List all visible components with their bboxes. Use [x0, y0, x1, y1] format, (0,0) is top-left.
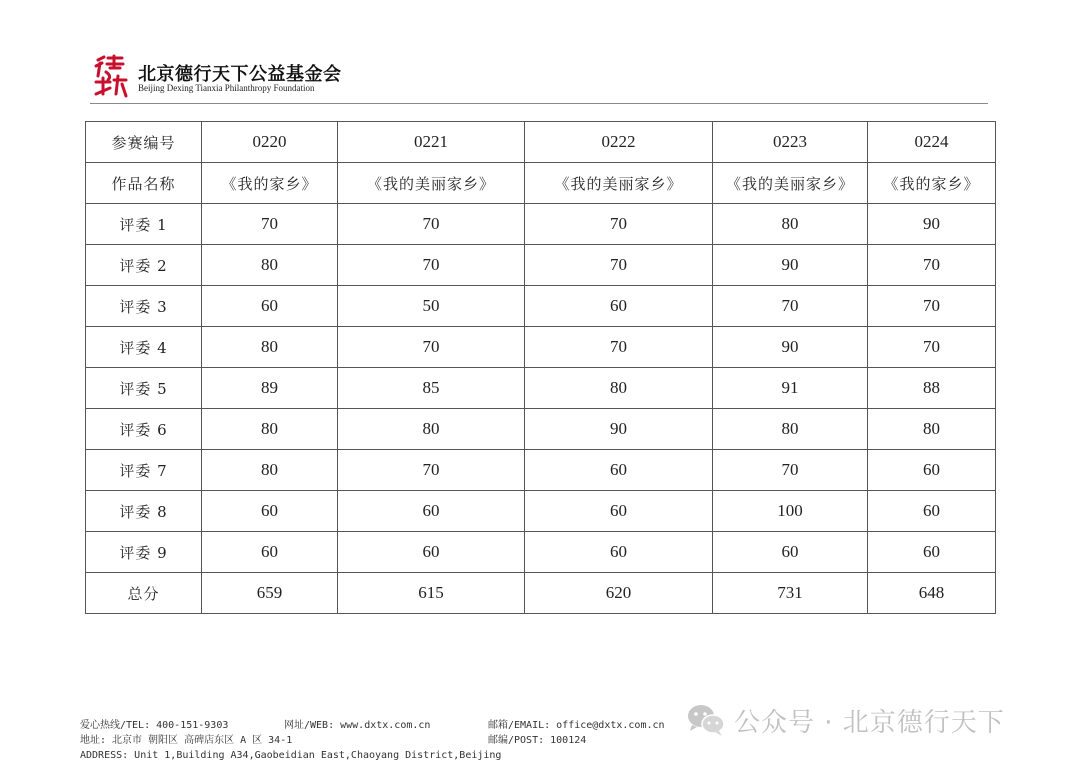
entry-id-header: 参赛编号 — [86, 122, 202, 163]
title-header: 作品名称 — [86, 163, 202, 204]
score-cell: 50 — [338, 286, 525, 327]
org-name-en: Beijing Dexing Tianxia Philanthropy Foundation — [138, 83, 315, 93]
watermark-text: 公众号 · 北京德行天下 — [734, 707, 1005, 738]
score-cell: 80 — [202, 245, 338, 286]
score-cell: 70 — [868, 245, 996, 286]
score-cell: 60 — [202, 491, 338, 532]
judge-label: 评委 7 — [86, 450, 202, 491]
score-cell: 70 — [525, 245, 713, 286]
score-cell: 80 — [338, 409, 525, 450]
score-cell: 89 — [202, 368, 338, 409]
entry-id-cell: 0222 — [525, 122, 713, 163]
score-cell: 60 — [868, 491, 996, 532]
judge-row — [86, 245, 996, 286]
total-cell: 620 — [525, 573, 713, 614]
score-cell: 90 — [713, 327, 868, 368]
judge-row — [86, 409, 996, 450]
score-cell: 70 — [713, 286, 868, 327]
score-cell: 60 — [338, 491, 525, 532]
score-table — [85, 121, 996, 614]
judge-row — [86, 327, 996, 368]
footer-address-en: ADDRESS: Unit 1,Building A34,Gaobeidian East,Chaoyang District,Beijing — [80, 750, 502, 761]
judge-row — [86, 368, 996, 409]
judge-label: 评委 6 — [86, 409, 202, 450]
footer-address-cn: 地址: 北京市 朝阳区 高碑店东区 A 区 34-1 — [80, 735, 293, 746]
score-cell: 80 — [525, 368, 713, 409]
judge-row — [86, 491, 996, 532]
score-cell: 60 — [202, 532, 338, 573]
total-cell: 615 — [338, 573, 525, 614]
judge-row — [86, 532, 996, 573]
score-cell: 70 — [338, 450, 525, 491]
wechat-watermark — [686, 700, 1005, 740]
total-label: 总分 — [86, 573, 202, 614]
title-row — [86, 163, 996, 204]
judge-label: 评委 5 — [86, 368, 202, 409]
judge-label: 评委 8 — [86, 491, 202, 532]
judge-label: 评委 9 — [86, 532, 202, 573]
score-cell: 70 — [338, 245, 525, 286]
score-cell: 70 — [202, 204, 338, 245]
score-cell: 60 — [713, 532, 868, 573]
judge-row — [86, 450, 996, 491]
judge-label: 评委 4 — [86, 327, 202, 368]
wechat-icon — [686, 703, 726, 737]
header-divider — [90, 103, 988, 104]
total-cell: 731 — [713, 573, 868, 614]
judge-label: 评委 1 — [86, 204, 202, 245]
score-cell: 100 — [713, 491, 868, 532]
score-cell: 60 — [525, 532, 713, 573]
score-cell: 91 — [713, 368, 868, 409]
score-cell: 60 — [525, 450, 713, 491]
score-cell: 60 — [525, 286, 713, 327]
judge-label: 评委 3 — [86, 286, 202, 327]
footer-post: 邮编/POST: 100124 — [488, 735, 587, 746]
score-cell: 85 — [338, 368, 525, 409]
title-cell: 《我的美丽家乡》 — [713, 163, 868, 204]
score-cell: 70 — [338, 204, 525, 245]
entry-id-cell: 0224 — [868, 122, 996, 163]
score-cell: 70 — [338, 327, 525, 368]
entry-id-row — [86, 122, 996, 163]
score-cell: 60 — [338, 532, 525, 573]
total-row — [86, 573, 996, 614]
score-cell: 60 — [868, 450, 996, 491]
judge-label: 评委 2 — [86, 245, 202, 286]
footer-web: 网址/WEB: www.dxtx.com.cn — [284, 720, 431, 731]
entry-id-cell: 0223 — [713, 122, 868, 163]
total-cell: 659 — [202, 573, 338, 614]
total-cell: 648 — [868, 573, 996, 614]
score-cell: 80 — [713, 204, 868, 245]
score-cell: 90 — [713, 245, 868, 286]
score-cell: 70 — [868, 286, 996, 327]
footer-hotline: 爱心热线/TEL: 400-151-9303 — [80, 720, 229, 731]
score-cell: 60 — [525, 491, 713, 532]
score-cell: 80 — [202, 327, 338, 368]
title-cell: 《我的美丽家乡》 — [525, 163, 713, 204]
score-cell: 60 — [868, 532, 996, 573]
score-cell: 88 — [868, 368, 996, 409]
score-cell: 80 — [202, 450, 338, 491]
footer-email: 邮箱/EMAIL: office@dxtx.com.cn — [488, 720, 665, 731]
score-cell: 90 — [525, 409, 713, 450]
score-cell: 60 — [202, 286, 338, 327]
entry-id-cell: 0221 — [338, 122, 525, 163]
score-cell: 70 — [525, 204, 713, 245]
score-cell: 80 — [713, 409, 868, 450]
title-cell: 《我的美丽家乡》 — [338, 163, 525, 204]
score-cell: 70 — [713, 450, 868, 491]
score-cell: 80 — [868, 409, 996, 450]
title-cell: 《我的家乡》 — [202, 163, 338, 204]
foundation-logo-icon — [92, 54, 130, 98]
score-cell: 70 — [868, 327, 996, 368]
title-cell: 《我的家乡》 — [868, 163, 996, 204]
score-cell: 70 — [525, 327, 713, 368]
letterhead — [90, 50, 990, 104]
judge-row — [86, 286, 996, 327]
entry-id-cell: 0220 — [202, 122, 338, 163]
score-cell: 90 — [868, 204, 996, 245]
org-name-cn: 北京德行天下公益基金会 — [138, 64, 342, 85]
score-cell: 80 — [202, 409, 338, 450]
judge-row — [86, 204, 996, 245]
